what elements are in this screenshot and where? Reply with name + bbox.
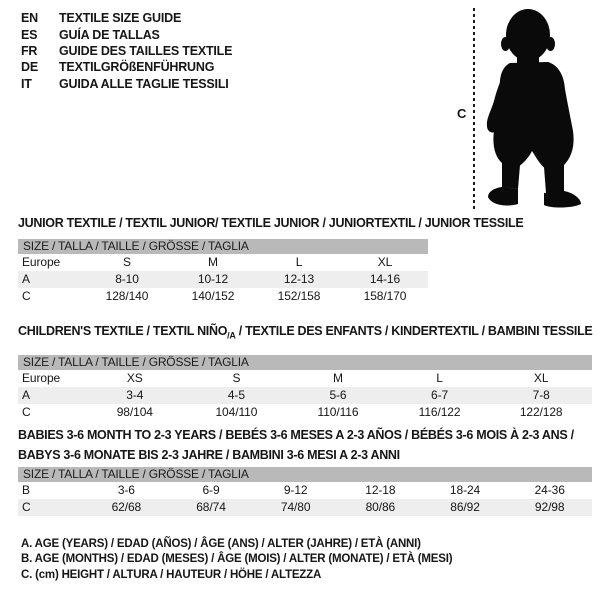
legend-line-a: A. AGE (YEARS) / EDAD (AÑOS) / ÂGE (ANS) / ALTER (JAHRE) / ETÀ (ANNI) bbox=[21, 538, 421, 550]
silhouette-foot-left bbox=[488, 187, 518, 206]
silhouette-leg-right bbox=[544, 165, 564, 193]
row-label: B bbox=[22, 483, 30, 497]
row-label: A bbox=[22, 272, 30, 286]
silhouette-leg-left bbox=[502, 161, 520, 189]
size-cell: 8-10 bbox=[115, 272, 139, 286]
junior-size-table bbox=[18, 239, 428, 305]
language-row-fr bbox=[21, 43, 232, 59]
size-cell: 5-6 bbox=[329, 387, 347, 402]
size-cell: 110/116 bbox=[317, 404, 359, 419]
language-code: EN bbox=[21, 11, 38, 26]
size-cell: L bbox=[436, 370, 443, 385]
size-cell: 152/158 bbox=[277, 289, 321, 303]
language-title: GUÍA DE TALLAS bbox=[59, 27, 160, 42]
table-row-height bbox=[18, 288, 428, 305]
size-cell: 116/122 bbox=[418, 404, 461, 419]
silhouette-ear-right bbox=[546, 37, 555, 51]
babies-textile-section bbox=[18, 425, 592, 516]
table-row-height bbox=[18, 404, 592, 421]
size-cell: 14-16 bbox=[369, 272, 401, 286]
children-size-table bbox=[18, 355, 592, 421]
babies-size-table bbox=[18, 467, 592, 516]
size-cell: 6-9 bbox=[202, 483, 220, 497]
size-cell: M bbox=[208, 255, 218, 269]
table-row-age bbox=[18, 387, 592, 404]
row-label: C bbox=[22, 404, 31, 419]
size-cell: 98/104 bbox=[116, 404, 153, 419]
language-code: IT bbox=[21, 76, 32, 91]
size-cell: 24-36 bbox=[534, 483, 565, 497]
row-label: C bbox=[22, 500, 31, 514]
title-line-1: BABIES 3-6 MONTH TO 2-3 YEARS / BEBÉS 3-6 MESES A 2-3 AÑOS / BÉBÉS 3-6 MOIS À 2-3 ANS / bbox=[18, 428, 574, 442]
size-cell: XL bbox=[533, 370, 549, 385]
size-cell: 74/80 bbox=[280, 500, 311, 514]
table-row-europe bbox=[18, 254, 428, 271]
title-subscript: /A bbox=[227, 330, 236, 341]
size-header-bar: SIZE / TALLA / TAILLE / GRÖSSE / TAGLIA bbox=[18, 239, 428, 254]
title-text: / TEXTILE DES ENFANTS / KINDERTEXTIL / BAMBINI TESSILE bbox=[235, 324, 593, 338]
measure-legend bbox=[21, 537, 452, 583]
toddler-silhouette bbox=[482, 5, 582, 210]
table-row-age-months bbox=[18, 482, 592, 499]
size-cell: 80/86 bbox=[365, 500, 396, 514]
table-row-europe bbox=[18, 370, 592, 387]
silhouette-foot-right bbox=[544, 191, 581, 208]
row-label: Europe bbox=[22, 255, 61, 269]
row-label: C bbox=[22, 289, 31, 303]
size-cell: XL bbox=[377, 255, 393, 269]
size-cell: 3-6 bbox=[117, 483, 135, 497]
row-label: A bbox=[22, 387, 30, 402]
size-cell: M bbox=[333, 370, 343, 385]
size-cell: 6-7 bbox=[431, 387, 449, 402]
children-table-title bbox=[18, 324, 592, 344]
size-cell: 158/170 bbox=[363, 289, 407, 303]
size-cell: 128/140 bbox=[105, 289, 149, 303]
size-cell: S bbox=[123, 255, 131, 269]
height-measure-label: C bbox=[457, 106, 467, 121]
size-cell: 10-12 bbox=[197, 272, 229, 286]
size-cell: 68/74 bbox=[196, 500, 226, 514]
table-row-height bbox=[18, 499, 592, 516]
language-title: GUIDA ALLE TAGLIE TESSILI bbox=[59, 76, 229, 91]
size-cell: 12-13 bbox=[283, 272, 315, 286]
title-line-2: BABYS 3-6 MONATE BIS 2-3 JAHRE / BAMBINI 3-6 MESI A 2-3 ANNI bbox=[18, 448, 400, 462]
size-cell: 92/98 bbox=[534, 500, 565, 514]
language-title: TEXTILGRÖßENFÜHRUNG bbox=[59, 60, 215, 75]
children-textile-section bbox=[18, 324, 592, 421]
language-title: TEXTILE SIZE GUIDE bbox=[59, 11, 182, 26]
language-title: GUIDE DES TAILLES TEXTILE bbox=[59, 43, 233, 58]
size-cell: 18-24 bbox=[449, 483, 481, 497]
junior-table-title: JUNIOR TEXTILE / TEXTIL JUNIOR/ TEXTILE JUNIOR / JUNIORTEXTIL / JUNIOR TESSILE bbox=[18, 216, 524, 230]
size-header-bar: SIZE / TALLA / TAILLE / GRÖSSE / TAGLIA bbox=[18, 355, 592, 370]
babies-table-title bbox=[18, 425, 592, 465]
size-cell: 104/110 bbox=[215, 404, 258, 419]
size-cell: 3-4 bbox=[126, 387, 144, 402]
size-cell: L bbox=[295, 255, 303, 269]
size-cell: 7-8 bbox=[532, 387, 550, 402]
size-cell: 140/152 bbox=[191, 289, 235, 303]
language-row-it bbox=[21, 76, 232, 92]
size-cell: XS bbox=[126, 370, 143, 385]
language-list bbox=[21, 10, 232, 92]
title-text: CHILDREN'S TEXTILE / TEXTIL NIÑO bbox=[18, 324, 228, 338]
size-cell: 122/128 bbox=[519, 404, 563, 419]
legend-line-b: B. AGE (MONTHS) / EDAD (MESES) / ÂGE (MOIS) / ALTER (MONATE) / ETÀ (MESI) bbox=[21, 553, 453, 566]
language-code: ES bbox=[21, 27, 38, 42]
size-cell: S bbox=[232, 370, 241, 385]
silhouette-ear-left bbox=[501, 37, 510, 51]
legend-line-c: C. (cm) HEIGHT / ALTURA / HAUTEUR / HÖHE / ALTEZZA bbox=[21, 568, 322, 581]
size-cell: 4-5 bbox=[227, 387, 245, 402]
size-cell: 12-18 bbox=[365, 483, 396, 497]
height-measure-line bbox=[473, 8, 475, 210]
language-row-de bbox=[21, 59, 232, 75]
size-header-bar: SIZE / TALLA / TAILLE / GRÖSSE / TAGLIA bbox=[18, 467, 592, 482]
language-row-en bbox=[21, 10, 232, 26]
size-cell: 86/92 bbox=[450, 500, 480, 514]
size-cell: 9-12 bbox=[283, 483, 308, 497]
size-cell: 62/68 bbox=[111, 500, 142, 514]
language-code: FR bbox=[21, 43, 38, 58]
junior-textile-section bbox=[18, 216, 523, 305]
table-row-age bbox=[18, 271, 428, 288]
language-row-es bbox=[21, 26, 232, 42]
language-code: DE bbox=[21, 60, 38, 75]
row-label: Europe bbox=[22, 370, 61, 385]
